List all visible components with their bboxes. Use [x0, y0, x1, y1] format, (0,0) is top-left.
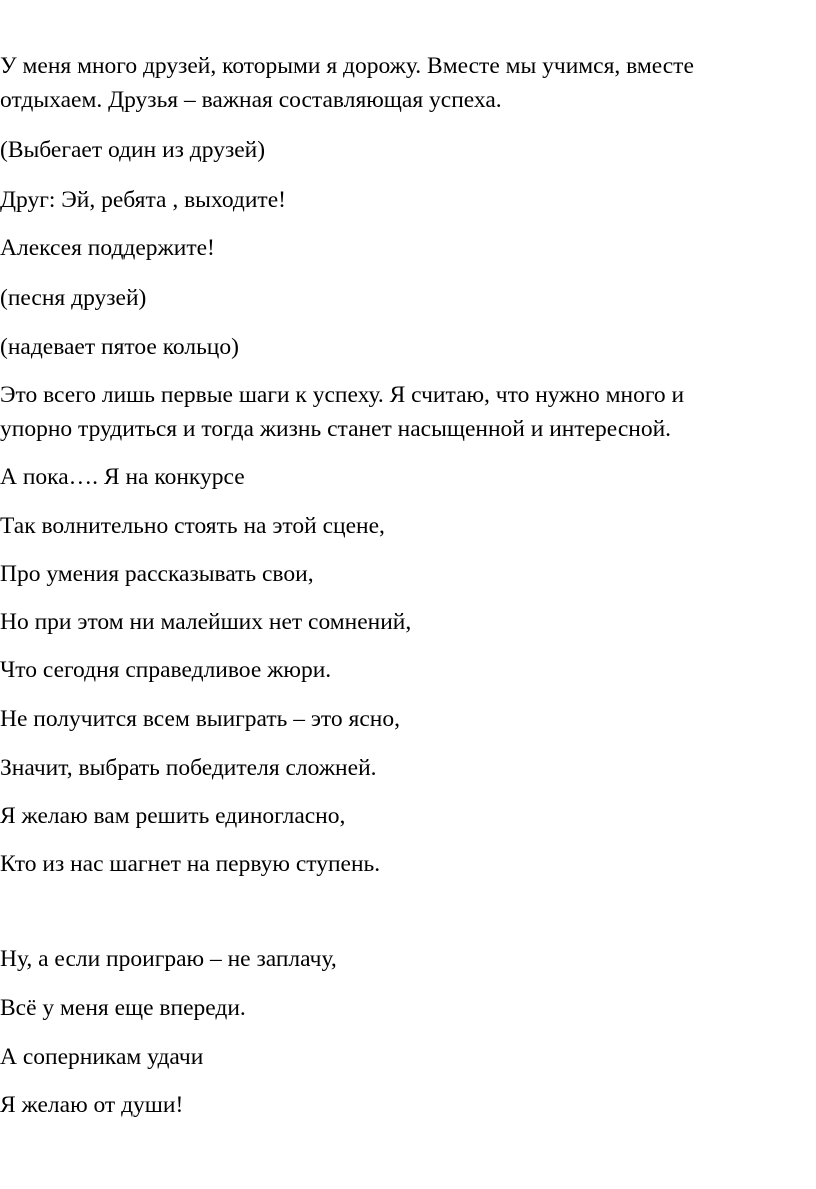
- poem-line-11: А соперникам удачи: [0, 1044, 204, 1070]
- text-line-intro-2: отдыхаем. Друзья – важная составляющая успеха.: [0, 87, 502, 113]
- poem-line-4: Что сегодня справедливое жюри.: [0, 657, 332, 683]
- poem-line-1: Так волнительно стоять на этой сцене,: [0, 513, 385, 539]
- text-line-steps-2: упорно трудиться и тогда жизнь станет насыщенной и интересной.: [0, 416, 672, 442]
- friend-line-2: Алексея поддержите!: [0, 235, 215, 261]
- text-line-intro-1: У меня много друзей, которыми я дорожу. Вместе мы учимся, вместе: [0, 53, 694, 79]
- poem-line-12: Я желаю от души!: [0, 1092, 184, 1118]
- friend-line-1: Друг: Эй, ребята , выходите!: [0, 187, 286, 213]
- text-line-steps-1: Это всего лишь первые шаги к успеху. Я считаю, что нужно много и: [0, 382, 685, 408]
- stage-direction-song: (песня друзей): [0, 285, 147, 311]
- poem-line-9: Ну, а если проиграю – не заплачу,: [0, 946, 337, 972]
- poem-line-6: Значит, выбрать победителя сложней.: [0, 755, 377, 781]
- stage-direction-ring: (надевает пятое кольцо): [0, 334, 239, 360]
- text-line-contest: А пока…. Я на конкурсе: [0, 464, 245, 490]
- poem-line-7: Я желаю вам решить единогласно,: [0, 803, 346, 829]
- poem-line-5: Не получится всем выиграть – это ясно,: [0, 706, 400, 732]
- poem-line-3: Но при этом ни малейших нет сомнений,: [0, 609, 412, 635]
- poem-line-2: Про умения рассказывать свои,: [0, 561, 314, 587]
- poem-line-10: Всё у меня еще впереди.: [0, 995, 246, 1021]
- stage-direction-friend-runs-out: (Выбегает один из друзей): [0, 137, 266, 163]
- poem-line-8: Кто из нас шагнет на первую ступень.: [0, 851, 381, 877]
